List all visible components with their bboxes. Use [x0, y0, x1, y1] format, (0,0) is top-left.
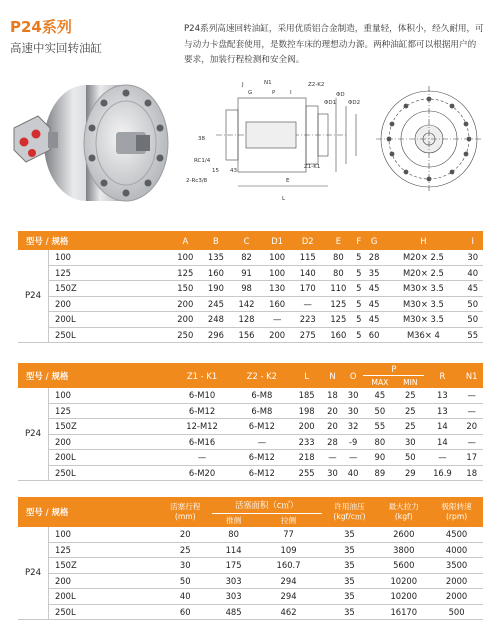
table-cell: 18	[460, 465, 483, 481]
table-cell: 245	[201, 296, 232, 312]
table-row	[18, 434, 483, 450]
table-cell: 5	[354, 281, 364, 297]
table-cell: 303	[212, 589, 256, 605]
table-cell: 30	[463, 250, 483, 265]
table-cell: 160	[201, 265, 232, 281]
table-cell: 29	[396, 465, 424, 481]
table-cell: 55	[363, 419, 396, 435]
table-cell: 6-M20	[171, 465, 232, 481]
table-cell: 30	[322, 465, 343, 481]
drawing-label-e: E	[286, 178, 290, 184]
table-cell: 91	[231, 265, 262, 281]
table-row	[18, 250, 483, 265]
col-header-area: 活塞面积（c㎡）	[212, 497, 322, 513]
table-cell: 14	[424, 419, 460, 435]
dimensions-table-2	[18, 363, 483, 481]
size-cell: 250L	[49, 327, 171, 343]
table-cell: 45	[364, 312, 384, 328]
col-header: R	[424, 363, 460, 388]
table-cell: 100	[170, 250, 201, 265]
table-row	[18, 589, 483, 605]
table-row	[18, 388, 483, 403]
table-cell: 40	[343, 465, 364, 481]
col-header: Z2 - K2	[233, 363, 292, 388]
table-cell: 5	[354, 250, 364, 265]
table-cell: 50	[463, 296, 483, 312]
col-header: C	[231, 231, 262, 250]
table-cell: 294	[256, 589, 322, 605]
table-cell: 50	[363, 403, 396, 419]
table-cell: 190	[201, 281, 232, 297]
drawing-label-n1: N1	[264, 80, 272, 86]
product-photo	[8, 58, 178, 223]
table-cell: M30× 3.5	[384, 281, 462, 297]
table-body	[18, 250, 483, 343]
drawing-label-j: J	[242, 82, 244, 88]
table-cell: 60	[364, 327, 384, 343]
table-cell: M36× 4	[384, 327, 462, 343]
drawing-label-43: 43	[230, 168, 237, 174]
table-cell: 20	[159, 527, 212, 542]
size-cell: 150Z	[49, 281, 171, 297]
table-cell: 16170	[377, 604, 430, 620]
table-cell: M20× 2.5	[384, 265, 462, 281]
table-cell: -9	[343, 434, 364, 450]
size-cell: 250L	[49, 604, 159, 620]
table-cell: 89	[363, 465, 396, 481]
drawing-label-38: 38	[198, 136, 205, 142]
table-cell: 160	[262, 296, 293, 312]
col-header-force	[377, 497, 430, 527]
table-cell: 5	[354, 296, 364, 312]
table-cell: 35	[322, 589, 378, 605]
table-cell: 12-M12	[171, 419, 232, 435]
table-cell: 100	[262, 265, 293, 281]
drawing-label-phid1: ΦD1	[324, 100, 337, 106]
table-cell: 135	[201, 250, 232, 265]
table-cell: 2600	[377, 527, 430, 542]
table-cell: 462	[256, 604, 322, 620]
size-cell: 125	[49, 265, 171, 281]
table-row	[18, 558, 483, 574]
product-description: P24系列高速回转油缸，采用优质铝合金制造，重量轻，体积小，经久耐用，可与动力卡盘配套使用，是数控车床的理想动力源。两种油缸都可以根据用户的要求，加装行程检测和安全阀。	[184, 24, 484, 65]
table-row	[18, 573, 483, 589]
size-cell: 200L	[49, 450, 172, 466]
table-cell: 200	[170, 296, 201, 312]
table-cell: 233	[291, 434, 322, 450]
table-cell: 125	[323, 296, 354, 312]
table-cell: 14	[424, 434, 460, 450]
drawing-label-z2k2: Z2-K2	[308, 82, 325, 88]
col-header-push: 推侧	[212, 513, 256, 527]
table-cell: 90	[363, 450, 396, 466]
table-cell: 185	[291, 388, 322, 403]
table-cell: 45	[463, 281, 483, 297]
col-header-speed	[430, 497, 483, 527]
col-header: E	[323, 231, 354, 250]
table-cell: —	[322, 450, 343, 466]
table-cell: 30	[396, 434, 424, 450]
table-cell: 160	[323, 327, 354, 343]
table-cell: 50	[463, 312, 483, 328]
size-cell: 200	[49, 573, 159, 589]
size-cell: 250L	[49, 465, 172, 481]
col-header-p-min: MIN	[396, 376, 424, 389]
size-cell: 200	[49, 296, 171, 312]
table-cell: 150	[170, 281, 201, 297]
force-label: 最大拉力	[388, 502, 419, 511]
table-cell: 35	[322, 527, 378, 542]
table-cell: 2000	[430, 589, 483, 605]
table-row	[18, 604, 483, 620]
table-cell: 18	[322, 388, 343, 403]
table-cell: —	[233, 434, 292, 450]
table-cell: 125	[323, 312, 354, 328]
table-cell: 175	[212, 558, 256, 574]
table-cell: 25	[396, 388, 424, 403]
table-cell: M30× 3.5	[384, 296, 462, 312]
drawing-label-phid: ΦD	[336, 92, 345, 98]
table-cell: —	[292, 296, 323, 312]
front-view-drawing	[372, 82, 487, 197]
table-cell: 40	[159, 589, 212, 605]
table-row	[18, 542, 483, 558]
table-cell: 170	[292, 281, 323, 297]
table-cell: 218	[291, 450, 322, 466]
table-cell: 6-M12	[171, 403, 232, 419]
table-cell: 3800	[377, 542, 430, 558]
table-cell: 45	[364, 296, 384, 312]
table-cell: —	[343, 450, 364, 466]
table-cell: 28	[322, 434, 343, 450]
table-cell: 30	[343, 388, 364, 403]
table-cell: 28	[364, 250, 384, 265]
table-cell: 140	[292, 265, 323, 281]
table-cell: 4500	[430, 527, 483, 542]
table-cell: 110	[323, 281, 354, 297]
drawing-label-l: L	[282, 196, 286, 202]
table-cell: 98	[231, 281, 262, 297]
size-cell: 200L	[49, 312, 171, 328]
table-cell: 80	[363, 434, 396, 450]
table-cell: 248	[201, 312, 232, 328]
table-cell: 6-M12	[233, 419, 292, 435]
side-view-drawing	[186, 76, 366, 206]
drawing-label-15: 15	[212, 168, 219, 174]
size-cell: 100	[49, 527, 159, 542]
model-header: 型号 / 规格	[18, 497, 159, 527]
table-row	[18, 327, 483, 343]
table-cell: 32	[343, 419, 364, 435]
col-header-pressure	[322, 497, 378, 527]
drawing-label-rc14: RC1/4	[194, 158, 211, 164]
table-cell: 6-M8	[233, 388, 292, 403]
table-cell: 30	[159, 558, 212, 574]
table-cell: 45	[363, 388, 396, 403]
col-header: Z1 - K1	[171, 363, 232, 388]
table-row	[18, 527, 483, 542]
table-cell: 500	[430, 604, 483, 620]
col-header-p-max: MAX	[363, 376, 396, 389]
table-cell: M20× 2.5	[384, 250, 462, 265]
table-cell: 25	[396, 403, 424, 419]
stroke-label: 活塞行程	[170, 502, 201, 511]
table-cell: 296	[201, 327, 232, 343]
table-cell: 160.7	[256, 558, 322, 574]
col-header: D2	[292, 231, 323, 250]
dimensions-table-1	[18, 231, 483, 343]
table-cell: 80	[323, 265, 354, 281]
table-row	[18, 419, 483, 435]
col-header: H	[384, 231, 462, 250]
size-cell: 125	[49, 542, 159, 558]
table-cell: 45	[364, 281, 384, 297]
table-cell: 50	[396, 450, 424, 466]
table-row	[18, 465, 483, 481]
table-cell: 255	[291, 465, 322, 481]
table-row	[18, 265, 483, 281]
table-row	[18, 403, 483, 419]
table-cell: —	[262, 312, 293, 328]
table-cell: 2000	[430, 573, 483, 589]
table-cell: 20	[322, 419, 343, 435]
table-cell: 25	[159, 542, 212, 558]
table-cell: 35	[364, 265, 384, 281]
table-cell: 303	[212, 573, 256, 589]
model-cell: P24	[18, 250, 49, 343]
table-row	[18, 312, 483, 328]
table-cell: 5	[354, 327, 364, 343]
model-cell: P24	[18, 388, 49, 481]
table-cell: 156	[231, 327, 262, 343]
table-cell: 13	[424, 388, 460, 403]
table-cell: M30× 3.5	[384, 312, 462, 328]
pressure-unit: (kgf/c㎡)	[333, 512, 366, 521]
table-cell: 16.9	[424, 465, 460, 481]
table-cell: 35	[322, 558, 378, 574]
table-cell: 114	[212, 542, 256, 558]
table-cell: 198	[291, 403, 322, 419]
table-row	[18, 281, 483, 297]
table-cell: 100	[262, 250, 293, 265]
col-header: A	[170, 231, 201, 250]
table-cell: 128	[231, 312, 262, 328]
table-row	[18, 450, 483, 466]
size-cell: 150Z	[49, 419, 172, 435]
table-cell: 40	[463, 265, 483, 281]
size-cell: 150Z	[49, 558, 159, 574]
col-header: I	[463, 231, 483, 250]
table-cell: 5	[354, 265, 364, 281]
col-header: D1	[262, 231, 293, 250]
table-body	[18, 527, 483, 620]
col-header-p: P	[363, 363, 424, 376]
col-header: F	[354, 231, 364, 250]
table-cell: 55	[463, 327, 483, 343]
table-cell: 50	[159, 573, 212, 589]
col-header-stroke	[159, 497, 212, 527]
table-cell: 17	[460, 450, 483, 466]
table-row	[18, 296, 483, 312]
drawing-label-z1k1: Z1-K1	[304, 164, 321, 170]
page-subtitle: 高速中实回转油缸	[10, 41, 102, 55]
table-cell: 130	[262, 281, 293, 297]
table-cell: 115	[292, 250, 323, 265]
col-header: N1	[460, 363, 483, 388]
table-cell: 30	[343, 403, 364, 419]
speed-unit: (rpm)	[445, 512, 468, 521]
table-cell: 80	[323, 250, 354, 265]
table-cell: 77	[256, 527, 322, 542]
table-cell: 294	[256, 573, 322, 589]
table-body	[18, 388, 483, 481]
table-cell: 35	[322, 573, 378, 589]
drawing-label-rc38: 2-Rc3/8	[186, 178, 208, 184]
table-cell: 275	[292, 327, 323, 343]
stroke-unit: (mm)	[174, 512, 196, 521]
table-cell: 6-M12	[233, 465, 292, 481]
table-cell: 6-M16	[171, 434, 232, 450]
drawing-label-p: P	[272, 90, 276, 96]
table-cell: —	[460, 388, 483, 403]
pressure-label: 许用油压	[334, 502, 365, 511]
size-cell: 200	[49, 434, 172, 450]
drawing-label-g: G	[248, 90, 253, 96]
table-cell: —	[460, 434, 483, 450]
table-cell: 125	[170, 265, 201, 281]
size-cell: 200L	[49, 589, 159, 605]
page-title: P24系列	[10, 18, 72, 36]
table-cell: 109	[256, 542, 322, 558]
table-cell: 3500	[430, 558, 483, 574]
model-header: 型号 / 规格	[18, 363, 171, 388]
drawing-label-i: I	[290, 90, 292, 96]
table-cell: 200	[262, 327, 293, 343]
table-cell: 20	[322, 403, 343, 419]
table-cell: 142	[231, 296, 262, 312]
col-header: G	[364, 231, 384, 250]
table-cell: —	[424, 450, 460, 466]
table-cell: 6-M10	[171, 388, 232, 403]
col-header: O	[343, 363, 364, 388]
table-cell: 35	[322, 542, 378, 558]
table-cell: 200	[291, 419, 322, 435]
size-cell: 100	[49, 250, 171, 265]
performance-table	[18, 497, 483, 620]
col-header-pull: 拉侧	[256, 513, 322, 527]
col-header: B	[201, 231, 232, 250]
table-cell: 10200	[377, 573, 430, 589]
drawing-label-phid2: ΦD2	[348, 100, 361, 106]
table-cell: 200	[170, 312, 201, 328]
table-cell: 223	[292, 312, 323, 328]
table-cell: —	[460, 403, 483, 419]
speed-label: 极限转速	[441, 502, 472, 511]
size-cell: 125	[49, 403, 172, 419]
table-cell: 6-M12	[233, 450, 292, 466]
table-cell: 5	[354, 312, 364, 328]
table-cell: —	[171, 450, 232, 466]
size-cell: 100	[49, 388, 172, 403]
col-header: L	[291, 363, 322, 388]
table-cell: 13	[424, 403, 460, 419]
model-header: 型号 / 规格	[18, 231, 170, 250]
table-cell: 5600	[377, 558, 430, 574]
table-cell: 6-M8	[233, 403, 292, 419]
table-cell: 35	[322, 604, 378, 620]
table-cell: 60	[159, 604, 212, 620]
table-cell: 10200	[377, 589, 430, 605]
force-unit: (kgf)	[394, 512, 413, 521]
table-cell: 80	[212, 527, 256, 542]
col-header: N	[322, 363, 343, 388]
table-cell: 250	[170, 327, 201, 343]
table-cell: 25	[396, 419, 424, 435]
table-cell: 20	[460, 419, 483, 435]
model-cell: P24	[18, 527, 49, 620]
table-cell: 4000	[430, 542, 483, 558]
table-cell: 485	[212, 604, 256, 620]
table-cell: 82	[231, 250, 262, 265]
